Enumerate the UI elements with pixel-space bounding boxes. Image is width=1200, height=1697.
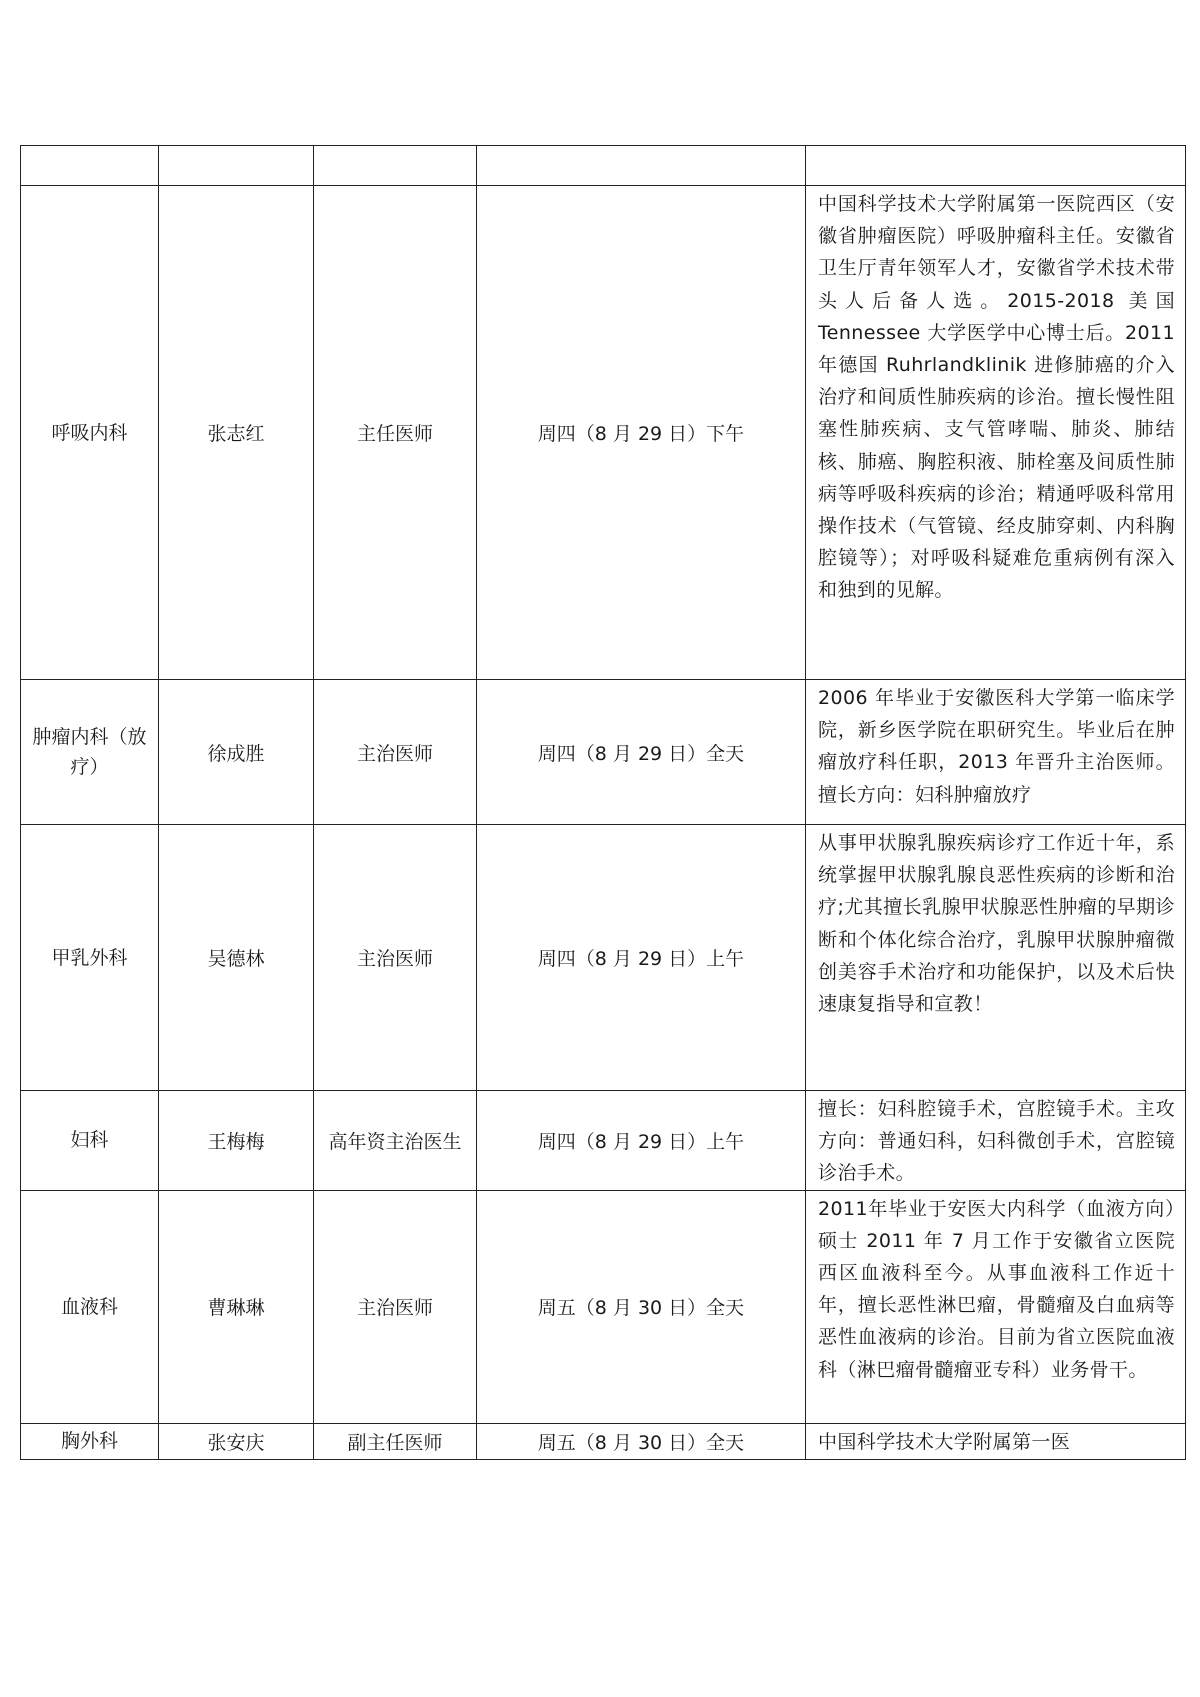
table-row	[21, 825, 1186, 1091]
doctor-name-cell: 张志红	[159, 186, 314, 680]
doctor-bio-cell	[806, 146, 1186, 186]
department-cell: 胸外科	[21, 1423, 159, 1459]
doctor-title-cell: 主治医师	[314, 680, 477, 825]
clinic-time-cell: 周五（8 月 30 日）全天	[477, 1423, 806, 1459]
table-row	[21, 680, 1186, 825]
doctor-bio-cell: 2011年毕业于安医大内科学（血液方向）硕士 2011 年 7 月工作于安徽省立医院西区血液科至今。从事血液科工作近十年，擅长恶性淋巴瘤，骨髓瘤及白血病等恶性血液病的诊治。目前为省立医院血液科（淋巴瘤骨髓瘤亚专科）业务骨干。	[806, 1190, 1186, 1423]
doctor-name-cell: 张安庆	[159, 1423, 314, 1459]
department-cell: 呼吸内科	[21, 186, 159, 680]
department-cell	[21, 146, 159, 186]
clinic-time-cell: 周四（8 月 29 日）下午	[477, 186, 806, 680]
department-cell: 肿瘤内科（放疗）	[21, 680, 159, 825]
doctor-name-cell: 吴德林	[159, 825, 314, 1091]
clinic-time-cell: 周四（8 月 29 日）全天	[477, 680, 806, 825]
doctor-bio-cell: 擅长：妇科腔镜手术，宫腔镜手术。主攻方向：普通妇科，妇科微创手术，宫腔镜诊治手术。	[806, 1091, 1186, 1191]
doctor-title-cell: 高年资主治医生	[314, 1091, 477, 1191]
doctor-name-cell	[159, 146, 314, 186]
department-cell: 血液科	[21, 1190, 159, 1423]
table-row	[21, 1091, 1186, 1191]
doctor-bio-cell: 从事甲状腺乳腺疾病诊疗工作近十年，系统掌握甲状腺乳腺良恶性疾病的诊断和治疗;尤其擅长乳腺甲状腺恶性肿瘤的早期诊断和个体化综合治疗，乳腺甲状腺肿瘤微创美容手术治疗和功能保护，以及术后快速康复指导和宣教！	[806, 825, 1186, 1091]
doctor-bio-cell: 中国科学技术大学附属第一医	[806, 1423, 1186, 1459]
clinic-time-cell: 周四（8 月 29 日）上午	[477, 825, 806, 1091]
doctor-title-cell: 副主任医师	[314, 1423, 477, 1459]
table-row	[21, 1190, 1186, 1423]
department-cell: 妇科	[21, 1091, 159, 1191]
clinic-time-cell	[477, 146, 806, 186]
doctor-bio-cell: 中国科学技术大学附属第一医院西区（安徽省肿瘤医院）呼吸肿瘤科主任。安徽省卫生厅青年领军人才，安徽省学术技术带头人后备人选。2015-2018 美国 Tennessee 大学医学中心博士后。2011 年德国 Ruhrlandklinik 进修肺癌的介入治疗和间质性肺疾病的诊治。擅长慢性阻塞性肺疾病、支气管哮喘、肺炎、肺结核、肺癌、胸腔积液、肺栓塞及间质性肺病等呼吸科疾病的诊治；精通呼吸科常用操作技术（气管镜、经皮肺穿刺、内科胸腔镜等）；对呼吸科疑难危重病例有深入和独到的见解。	[806, 186, 1186, 680]
doctor-name-cell: 徐成胜	[159, 680, 314, 825]
doctor-schedule-table	[20, 145, 1186, 1460]
doctor-bio-cell: 2006 年毕业于安徽医科大学第一临床学院，新乡医学院在职研究生。毕业后在肿瘤放疗科任职，2013 年晋升主治医师。擅长方向：妇科肿瘤放疗	[806, 680, 1186, 825]
doctor-title-cell	[314, 146, 477, 186]
clinic-time-cell: 周五（8 月 30 日）全天	[477, 1190, 806, 1423]
doctor-title-cell: 主治医师	[314, 825, 477, 1091]
doctor-name-cell: 王梅梅	[159, 1091, 314, 1191]
table-row	[21, 186, 1186, 680]
doctor-name-cell: 曹琳琳	[159, 1190, 314, 1423]
table-row	[21, 1423, 1186, 1459]
clinic-time-cell: 周四（8 月 29 日）上午	[477, 1091, 806, 1191]
table-row	[21, 146, 1186, 186]
doctor-title-cell: 主治医师	[314, 1190, 477, 1423]
doctor-title-cell: 主任医师	[314, 186, 477, 680]
department-cell: 甲乳外科	[21, 825, 159, 1091]
